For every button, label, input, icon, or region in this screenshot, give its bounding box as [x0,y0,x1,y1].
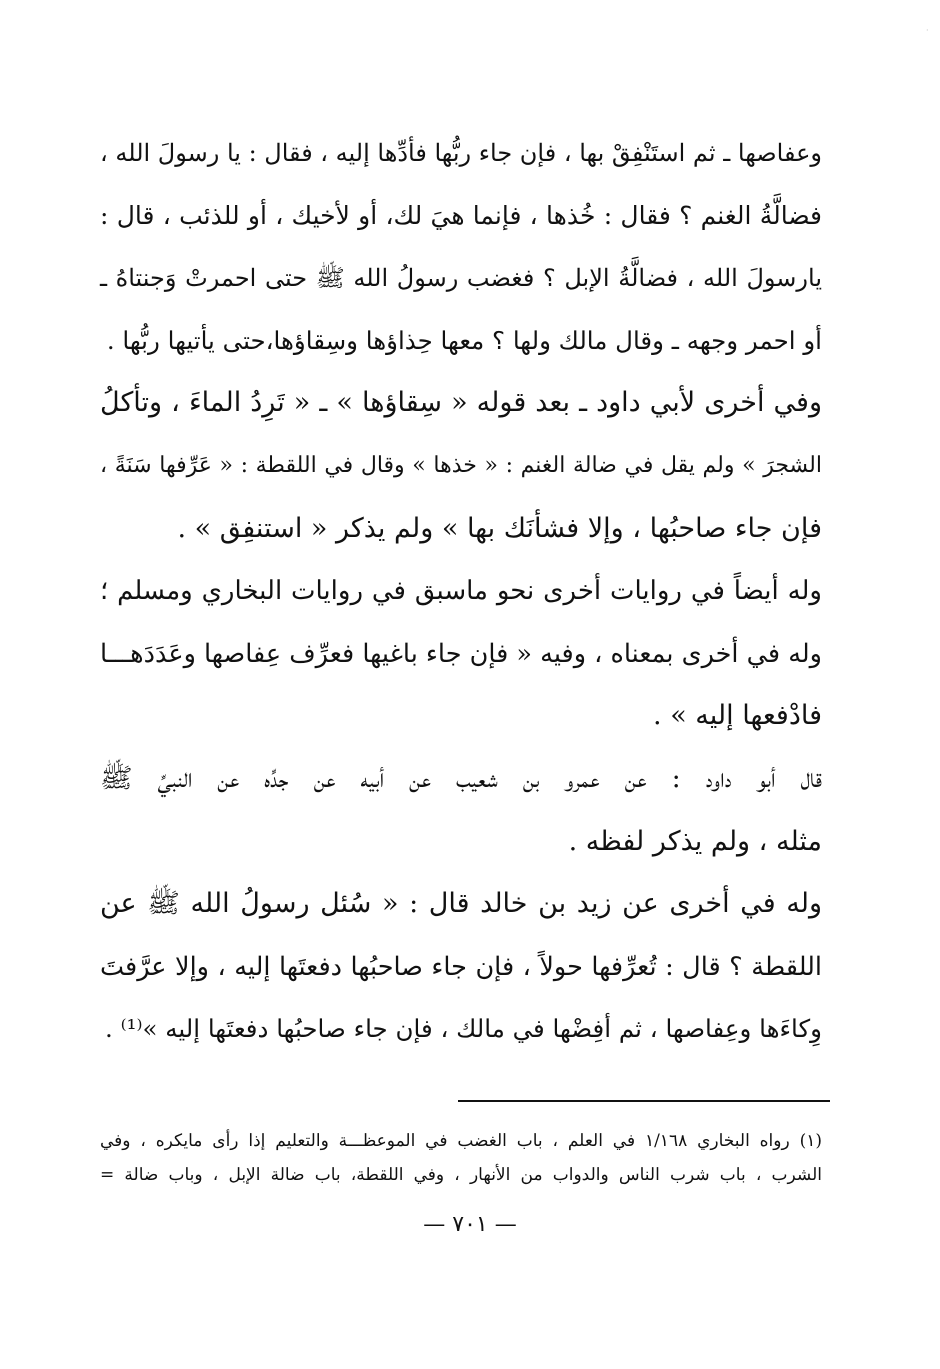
text-line: الشجرَ » ولم يقل في ضالة الغنم : « خذها » وقال في اللقطة : « عَرِّفها سَنَةً ، [100,452,822,478]
text-line: وِكاءَها وعِفاصها ، ثم أفِضْها في مالك ، فإن جاء صاحبُها دفعتَها إليه »⁽¹⁾ . [105,1014,822,1044]
main-text-body [100,122,822,1061]
text-line: قال أبو داود : عن عمرو بن شعيب عن أبيه عن جدِّه عن النبيِّ ﷺ [100,762,822,794]
text-line: أو احمر وجهه ـ وقال مالك ولها ؟ معها حِذاؤها وسِقاؤها،حتى يأتيها ربُّها . [106,325,822,355]
text-line: وله في أخرى عن زيد بن خالد قال : « سُئل رسولُ الله ﷺ عن [100,888,822,920]
paragraph-4 [100,748,822,873]
text-line: اللقطة ؟ قال : تُعرِّفها حولاً ، فإن جاء صاحبُها دفعتَها إليه ، وإلا عرَّفتَ [100,951,822,982]
paragraph-1 [100,122,822,372]
paragraph-3 [100,560,822,748]
text-line: وله في أخرى بمعناه ، وفيه « فإن جاء باغيها فعرِّف عِفاصها وعَدَدَهـــا [100,638,822,669]
footnote [100,1124,822,1192]
footnote-line: (١) رواه البخاري ١/١٦٨ في العلم ، باب الغضب في الموعظـــة والتعليم إذا رأى مايكره ، وفي [100,1131,822,1151]
text-line: فضالَّةُ الغنم ؟ فقال : خُذها ، فإنما هيَ لك، أو لأخيك ، أو للذئب ، قال : [100,200,822,230]
text-line: فادْفعها إليه » . [653,700,822,732]
text-line: وفي أخرى لأبي داود ـ بعد قوله « سِقاؤها » ـ « تَرِدُ الماءَ ، وتأكلُ [100,387,822,419]
paragraph-2 [100,372,822,560]
footnote-line: الشرب ، باب شرب الناس والدواب من الأنهار ، وفي اللقطة، باب ضالة الإبل ، وباب ضالة = [100,1165,822,1185]
paragraph-5 [100,873,822,1061]
page-number: — ٧٠١ — [423,1212,517,1237]
text-line: وله أيضاً في روايات أخرى نحو ماسبق في روايات البخاري ومسلم ؛ [100,576,822,607]
text-line: وعفاصها ـ ثم استَنْفِقْ بها ، فإن جاء ربُّها فأدِّها إليه ، فقال : يا رسولَ الله ، [100,139,822,167]
text-line: مثله ، ولم يذكر لفظه . [568,825,822,857]
text-line: فإن جاء صاحبُها ، وإلا فشأنَك بها » ولم يذكر « استنفِق » . [177,512,822,544]
scan-mark-icon: · [926,26,929,35]
footnote-divider [458,1100,830,1102]
text-line: يارسولَ الله ، فضالَّةُ الإبل ؟ فغضب رسولُ الله ﷺ حتى احمرتْ وَجنتاهُ ـ [100,264,823,293]
